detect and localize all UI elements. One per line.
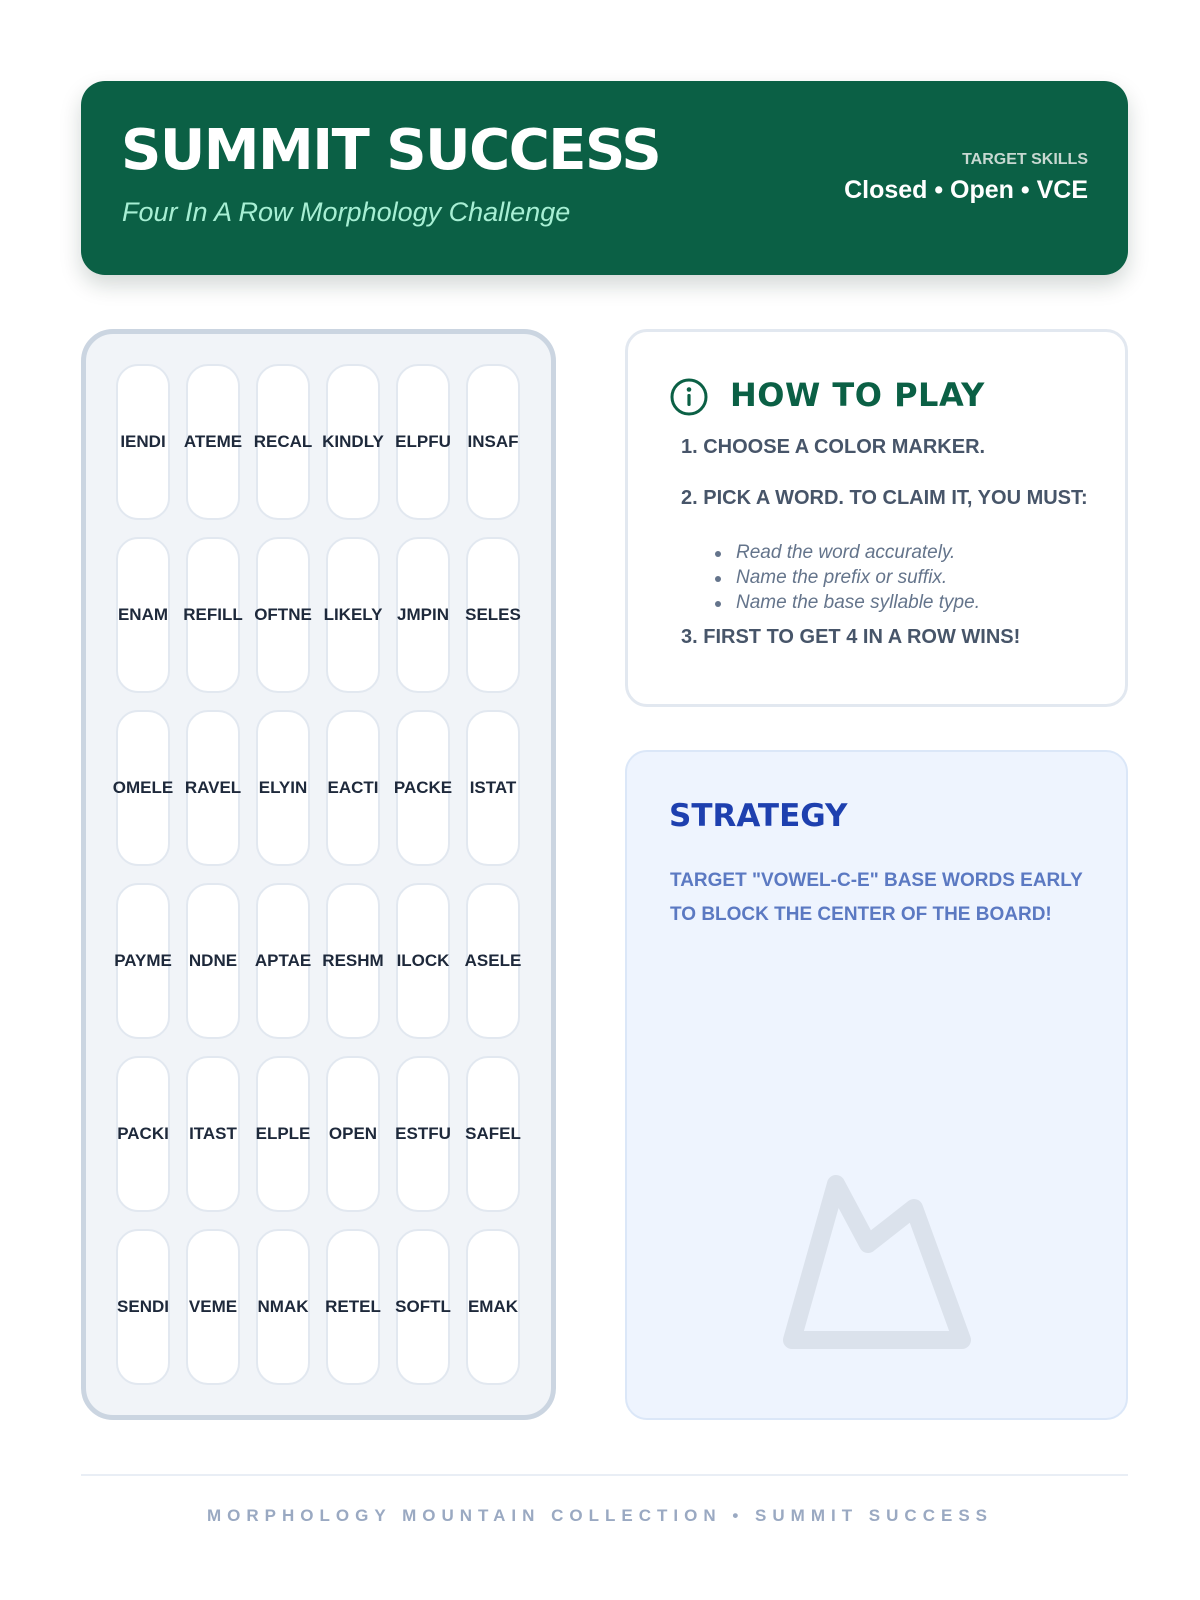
word-cell[interactable] bbox=[326, 710, 380, 866]
word-cell[interactable] bbox=[322, 364, 384, 520]
word-cell-text: KINDLY bbox=[322, 432, 384, 451]
word-cell-text: ELPFU bbox=[395, 432, 451, 451]
target-skills-value: Closed • Open • VCE bbox=[844, 176, 1088, 204]
word-cell[interactable] bbox=[466, 1229, 520, 1385]
word-cell-text: PACKE bbox=[393, 778, 453, 797]
rule-item: Read the word accurately. bbox=[736, 540, 980, 565]
word-cell[interactable] bbox=[396, 1056, 450, 1212]
word-cell[interactable] bbox=[253, 364, 313, 520]
target-skills-label: TARGET SKILLS bbox=[962, 151, 1088, 168]
rule-item: Name the base syllable type. bbox=[736, 592, 980, 613]
word-cell-text: ASELE bbox=[464, 951, 522, 970]
word-cell-text: SOFTL bbox=[395, 1297, 451, 1316]
word-cell-text: RAVEL bbox=[184, 778, 242, 797]
word-cell-text: JMPIN bbox=[397, 605, 449, 624]
word-cell[interactable] bbox=[183, 537, 243, 693]
word-cell[interactable] bbox=[396, 364, 450, 520]
word-cell-text: RESHM bbox=[322, 951, 384, 970]
game-board bbox=[81, 329, 556, 1420]
word-cell-text: IENDI bbox=[120, 432, 166, 451]
word-cell[interactable] bbox=[396, 883, 450, 1039]
word-cell[interactable] bbox=[116, 364, 170, 520]
word-cell-text: SENDI bbox=[117, 1297, 169, 1316]
word-cell[interactable] bbox=[183, 364, 243, 520]
word-cell[interactable] bbox=[116, 537, 170, 693]
word-cell[interactable] bbox=[256, 1229, 310, 1385]
word-cell-text: PAYME bbox=[114, 951, 172, 970]
word-cell-text: PACKI bbox=[117, 1124, 169, 1143]
word-cell[interactable] bbox=[256, 710, 310, 866]
page-subtitle: Four In A Row Morphology Challenge bbox=[122, 197, 571, 227]
word-cell-text: RECAL bbox=[253, 432, 313, 451]
word-cell-text: NMAK bbox=[257, 1297, 309, 1316]
word-cell[interactable] bbox=[112, 710, 174, 866]
word-cell-text: ATEME bbox=[183, 432, 243, 451]
word-cell[interactable] bbox=[466, 364, 520, 520]
word-cell-text: EMAK bbox=[467, 1297, 519, 1316]
how-to-play-title: HOW TO PLAY bbox=[730, 376, 985, 414]
step-two: 2. PICK A WORD. TO CLAIM IT, YOU MUST: bbox=[681, 487, 1088, 509]
strategy-text: TARGET "VOWEL-C-E" BASE WORDS EARLY TO BLOCK THE CENTER OF THE BOARD! bbox=[670, 870, 1083, 925]
mountain-icon bbox=[772, 1172, 982, 1362]
footer-text: MORPHOLOGY MOUNTAIN COLLECTION • SUMMIT SUCCESS bbox=[207, 1506, 993, 1525]
word-cell[interactable] bbox=[466, 710, 520, 866]
word-cell-text: ILOCK bbox=[396, 951, 450, 970]
word-cell[interactable] bbox=[466, 537, 520, 693]
word-cell-text: ELYIN bbox=[258, 778, 308, 797]
word-cell-text: EACTI bbox=[327, 778, 379, 797]
word-grid bbox=[112, 364, 522, 1385]
word-cell-text: OFTNE bbox=[254, 605, 312, 624]
word-cell-text: ELPLE bbox=[255, 1124, 311, 1143]
word-cell-text: ENAM bbox=[117, 605, 169, 624]
claim-rules-list bbox=[736, 540, 980, 615]
word-cell[interactable] bbox=[466, 883, 520, 1039]
step-one: 1. CHOOSE A COLOR MARKER. bbox=[681, 436, 986, 458]
word-cell[interactable] bbox=[396, 537, 450, 693]
word-cell[interactable] bbox=[322, 883, 384, 1039]
word-cell[interactable] bbox=[396, 1229, 450, 1385]
word-cell-text: NDNE bbox=[188, 951, 238, 970]
info-icon bbox=[669, 377, 709, 417]
how-to-play-card bbox=[625, 329, 1128, 707]
word-cell-text: VEME bbox=[188, 1297, 238, 1316]
word-cell[interactable] bbox=[116, 883, 170, 1039]
word-cell[interactable] bbox=[323, 537, 383, 693]
word-cell[interactable] bbox=[186, 710, 240, 866]
footer-divider bbox=[81, 1474, 1128, 1476]
word-cell-text: ITAST bbox=[189, 1124, 237, 1143]
word-cell-text: SELES bbox=[465, 605, 521, 624]
strategy-card bbox=[625, 750, 1128, 1420]
strategy-title: STRATEGY bbox=[669, 798, 848, 834]
word-cell-text: ISTAT bbox=[469, 778, 517, 797]
page-title: SUMMIT SUCCESS bbox=[121, 118, 661, 183]
word-cell[interactable] bbox=[186, 883, 240, 1039]
word-cell[interactable] bbox=[256, 1056, 310, 1212]
word-cell-text: APTAE bbox=[254, 951, 312, 970]
rule-item: Name the prefix or suffix. bbox=[736, 565, 980, 590]
word-cell[interactable] bbox=[116, 1056, 170, 1212]
word-cell[interactable] bbox=[466, 1056, 520, 1212]
word-cell[interactable] bbox=[256, 537, 310, 693]
word-cell[interactable] bbox=[116, 1229, 170, 1385]
word-cell[interactable] bbox=[186, 1056, 240, 1212]
word-cell-text: OMELE bbox=[112, 778, 174, 797]
word-cell-text: RETEL bbox=[325, 1297, 381, 1316]
word-cell-text: LIKELY bbox=[323, 605, 383, 624]
word-cell-text: REFILL bbox=[183, 605, 243, 624]
word-cell[interactable] bbox=[256, 883, 310, 1039]
word-cell[interactable] bbox=[186, 1229, 240, 1385]
word-cell-text: OPEN bbox=[328, 1124, 378, 1143]
word-cell[interactable] bbox=[326, 1229, 380, 1385]
header-banner bbox=[81, 81, 1128, 275]
step-three: 3. FIRST TO GET 4 IN A ROW WINS! bbox=[681, 626, 1021, 648]
word-cell-text: SAFEL bbox=[465, 1124, 521, 1143]
word-cell-text: INSAF bbox=[467, 432, 519, 451]
word-cell[interactable] bbox=[393, 710, 453, 866]
word-cell[interactable] bbox=[326, 1056, 380, 1212]
word-cell-text: ESTFU bbox=[395, 1124, 451, 1143]
